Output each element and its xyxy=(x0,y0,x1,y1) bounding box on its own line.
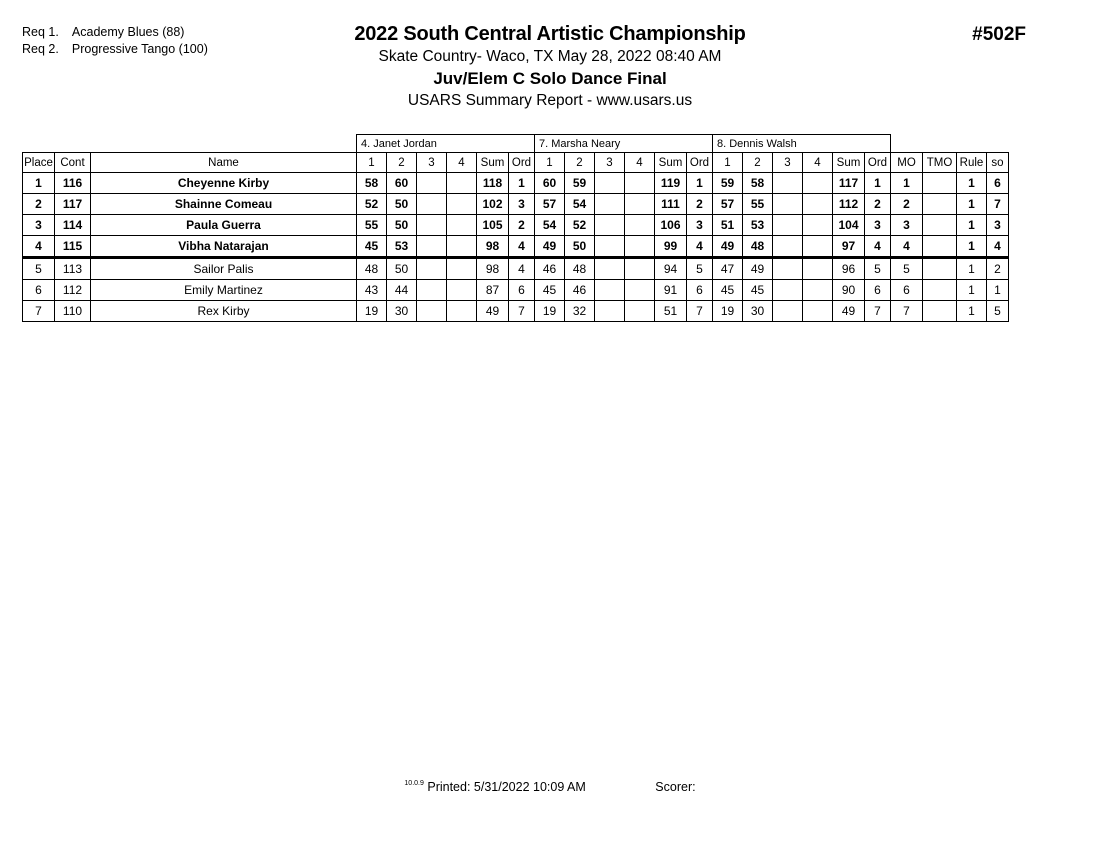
header-j1-sum: Sum xyxy=(477,153,509,173)
requirement-tag: Req xyxy=(22,25,45,39)
cell-place: 5 xyxy=(23,258,55,280)
cell-jA-ord: 2 xyxy=(509,215,535,236)
header-j3-d2: 2 xyxy=(743,153,773,173)
header-j3-d4: 4 xyxy=(803,153,833,173)
cell-jA-sum: 49 xyxy=(477,301,509,322)
cell-so: 1 xyxy=(987,280,1009,301)
cell-jA-s3 xyxy=(417,194,447,215)
cell-mo: 1 xyxy=(891,173,923,194)
cell-jA-s4 xyxy=(447,301,477,322)
cell-jC-sum: 90 xyxy=(833,280,865,301)
cell-jB-s3 xyxy=(595,258,625,280)
table-row xyxy=(23,301,1009,322)
cell-name: Paula Guerra xyxy=(91,215,357,236)
cell-cont: 112 xyxy=(55,280,91,301)
cell-jB-ord: 1 xyxy=(687,173,713,194)
cell-place: 7 xyxy=(23,301,55,322)
header-rule: Rule xyxy=(957,153,987,173)
results-table xyxy=(22,134,1009,322)
requirement-number: 2. xyxy=(48,42,59,56)
cell-jA-sum: 98 xyxy=(477,236,509,258)
judge-label-3: 8. Dennis Walsh xyxy=(713,135,891,153)
table-row xyxy=(23,236,1009,258)
cell-jB-s1: 45 xyxy=(535,280,565,301)
requirement-name: Academy Blues (88) xyxy=(71,25,185,39)
cell-mo: 4 xyxy=(891,236,923,258)
header-mo: MO xyxy=(891,153,923,173)
cell-jA-s2: 50 xyxy=(387,215,417,236)
cell-jC-s3 xyxy=(773,280,803,301)
cell-rule: 1 xyxy=(957,173,987,194)
cell-jA-s3 xyxy=(417,236,447,258)
cell-mo: 5 xyxy=(891,258,923,280)
cell-mo: 3 xyxy=(891,215,923,236)
header-so: so xyxy=(987,153,1009,173)
header-j2-ord: Ord xyxy=(687,153,713,173)
cell-place: 2 xyxy=(23,194,55,215)
cell-jC-s4 xyxy=(803,280,833,301)
cell-jA-s2: 50 xyxy=(387,258,417,280)
cell-jC-ord: 4 xyxy=(865,236,891,258)
cell-jB-sum: 106 xyxy=(655,215,687,236)
header-j2-d3: 3 xyxy=(595,153,625,173)
cell-name: Emily Martinez xyxy=(91,280,357,301)
cell-jC-ord: 1 xyxy=(865,173,891,194)
cell-jB-ord: 5 xyxy=(687,258,713,280)
cell-tmo xyxy=(923,173,957,194)
cell-jA-s3 xyxy=(417,258,447,280)
cell-so: 2 xyxy=(987,258,1009,280)
cell-jA-ord: 1 xyxy=(509,173,535,194)
cell-jA-s3 xyxy=(417,280,447,301)
cell-jB-s3 xyxy=(595,301,625,322)
cell-jB-s4 xyxy=(625,301,655,322)
header-j1-d4: 4 xyxy=(447,153,477,173)
header-name: Name xyxy=(91,153,357,173)
cell-jB-s2: 48 xyxy=(565,258,595,280)
cell-jB-s1: 60 xyxy=(535,173,565,194)
judge-spacer xyxy=(23,135,357,153)
cell-jC-ord: 2 xyxy=(865,194,891,215)
cell-jA-ord: 4 xyxy=(509,236,535,258)
cell-jC-sum: 97 xyxy=(833,236,865,258)
cell-jA-s2: 50 xyxy=(387,194,417,215)
cell-jB-ord: 2 xyxy=(687,194,713,215)
cell-rule: 1 xyxy=(957,194,987,215)
cell-jC-s4 xyxy=(803,215,833,236)
cell-jC-s4 xyxy=(803,236,833,258)
judge-spacer-end xyxy=(891,135,1009,153)
results-table-container xyxy=(22,134,1009,322)
cell-jB-s1: 57 xyxy=(535,194,565,215)
cell-jB-ord: 3 xyxy=(687,215,713,236)
header-cont: Cont xyxy=(55,153,91,173)
cell-jC-s1: 51 xyxy=(713,215,743,236)
cell-jB-s4 xyxy=(625,258,655,280)
scorer-label: Scorer: xyxy=(655,780,696,794)
cell-jB-s3 xyxy=(595,280,625,301)
cell-jA-s4 xyxy=(447,173,477,194)
cell-jC-s4 xyxy=(803,194,833,215)
cell-jB-ord: 7 xyxy=(687,301,713,322)
cell-jB-s1: 19 xyxy=(535,301,565,322)
cell-mo: 2 xyxy=(891,194,923,215)
document-footer xyxy=(0,780,1100,794)
cell-jB-s2: 50 xyxy=(565,236,595,258)
header-tmo: TMO xyxy=(923,153,957,173)
cell-tmo xyxy=(923,301,957,322)
cell-jA-ord: 7 xyxy=(509,301,535,322)
cell-so: 5 xyxy=(987,301,1009,322)
cell-jB-s3 xyxy=(595,215,625,236)
cell-so: 6 xyxy=(987,173,1009,194)
cell-jA-s2: 53 xyxy=(387,236,417,258)
cell-jA-ord: 4 xyxy=(509,258,535,280)
cell-cont: 116 xyxy=(55,173,91,194)
cell-jB-s1: 49 xyxy=(535,236,565,258)
cell-jA-s4 xyxy=(447,280,477,301)
header-j2-d4: 4 xyxy=(625,153,655,173)
cell-cont: 117 xyxy=(55,194,91,215)
cell-jC-ord: 7 xyxy=(865,301,891,322)
cell-jB-s1: 54 xyxy=(535,215,565,236)
cell-jC-s1: 19 xyxy=(713,301,743,322)
cell-jB-s2: 46 xyxy=(565,280,595,301)
cell-jC-s3 xyxy=(773,258,803,280)
cell-jA-s1: 43 xyxy=(357,280,387,301)
cell-jB-s4 xyxy=(625,280,655,301)
cell-so: 3 xyxy=(987,215,1009,236)
cell-jA-sum: 118 xyxy=(477,173,509,194)
cell-jC-s2: 45 xyxy=(743,280,773,301)
cell-jB-s3 xyxy=(595,173,625,194)
cell-jA-sum: 87 xyxy=(477,280,509,301)
cell-place: 1 xyxy=(23,173,55,194)
requirement-tag: Req xyxy=(22,42,45,56)
cell-jC-s1: 49 xyxy=(713,236,743,258)
cell-jB-s3 xyxy=(595,236,625,258)
cell-jA-s1: 52 xyxy=(357,194,387,215)
cell-jC-sum: 117 xyxy=(833,173,865,194)
version-label: 10.0.9 xyxy=(404,780,424,787)
header-j1-d1: 1 xyxy=(357,153,387,173)
cell-jB-sum: 119 xyxy=(655,173,687,194)
cell-jA-sum: 102 xyxy=(477,194,509,215)
cell-tmo xyxy=(923,280,957,301)
header-j3-sum: Sum xyxy=(833,153,865,173)
cell-jB-s2: 32 xyxy=(565,301,595,322)
cell-jB-s4 xyxy=(625,215,655,236)
cell-jA-ord: 6 xyxy=(509,280,535,301)
cell-jA-sum: 105 xyxy=(477,215,509,236)
cell-jB-sum: 99 xyxy=(655,236,687,258)
cell-tmo xyxy=(923,215,957,236)
cell-rule: 1 xyxy=(957,236,987,258)
table-row xyxy=(23,215,1009,236)
cell-jC-sum: 104 xyxy=(833,215,865,236)
cell-jC-s1: 45 xyxy=(713,280,743,301)
cell-tmo xyxy=(923,194,957,215)
cell-jA-s2: 60 xyxy=(387,173,417,194)
cell-jC-s1: 47 xyxy=(713,258,743,280)
event-code: #502F xyxy=(972,24,1026,45)
cell-jC-s2: 55 xyxy=(743,194,773,215)
document-header xyxy=(0,22,1100,112)
cell-jA-sum: 98 xyxy=(477,258,509,280)
cell-jA-s1: 55 xyxy=(357,215,387,236)
cell-jB-s3 xyxy=(595,194,625,215)
cell-jB-s4 xyxy=(625,236,655,258)
cell-jC-s2: 58 xyxy=(743,173,773,194)
cell-jC-sum: 49 xyxy=(833,301,865,322)
cell-rule: 1 xyxy=(957,258,987,280)
table-row xyxy=(23,280,1009,301)
cell-cont: 115 xyxy=(55,236,91,258)
table-row xyxy=(23,173,1009,194)
header-j1-ord: Ord xyxy=(509,153,535,173)
cell-rule: 1 xyxy=(957,280,987,301)
header-place: Place xyxy=(23,153,55,173)
cell-jC-s4 xyxy=(803,258,833,280)
header-j3-ord: Ord xyxy=(865,153,891,173)
cell-jA-s1: 58 xyxy=(357,173,387,194)
cell-jA-s4 xyxy=(447,236,477,258)
cell-jC-s1: 57 xyxy=(713,194,743,215)
cell-jA-s2: 44 xyxy=(387,280,417,301)
cell-jC-sum: 112 xyxy=(833,194,865,215)
requirement-name: Progressive Tango (100) xyxy=(71,42,208,56)
cell-jC-s2: 48 xyxy=(743,236,773,258)
cell-so: 7 xyxy=(987,194,1009,215)
cell-mo: 7 xyxy=(891,301,923,322)
judge-header-row xyxy=(23,135,1009,153)
header-j2-d2: 2 xyxy=(565,153,595,173)
cell-jA-s3 xyxy=(417,215,447,236)
printed-timestamp: Printed: 5/31/2022 10:09 AM xyxy=(427,780,586,794)
cell-jA-s3 xyxy=(417,301,447,322)
cell-jC-s3 xyxy=(773,194,803,215)
cell-jB-sum: 94 xyxy=(655,258,687,280)
cell-mo: 6 xyxy=(891,280,923,301)
header-j3-d3: 3 xyxy=(773,153,803,173)
cell-jC-s4 xyxy=(803,173,833,194)
cell-jB-s2: 54 xyxy=(565,194,595,215)
cell-place: 4 xyxy=(23,236,55,258)
cell-name: Vibha Natarajan xyxy=(91,236,357,258)
cell-place: 3 xyxy=(23,215,55,236)
header-j3-d1: 1 xyxy=(713,153,743,173)
header-j1-d2: 2 xyxy=(387,153,417,173)
cell-jB-sum: 111 xyxy=(655,194,687,215)
cell-tmo xyxy=(923,258,957,280)
cell-jC-ord: 5 xyxy=(865,258,891,280)
cell-jC-s3 xyxy=(773,301,803,322)
venue-line: Skate Country- Waco, TX May 28, 2022 08:40 AM xyxy=(378,48,722,65)
cell-jA-s1: 48 xyxy=(357,258,387,280)
cell-place: 6 xyxy=(23,280,55,301)
table-row xyxy=(23,194,1009,215)
cell-jB-ord: 4 xyxy=(687,236,713,258)
cell-jB-s2: 59 xyxy=(565,173,595,194)
cell-jB-s4 xyxy=(625,173,655,194)
cell-jC-s2: 49 xyxy=(743,258,773,280)
cell-jC-sum: 96 xyxy=(833,258,865,280)
cell-jB-s2: 52 xyxy=(565,215,595,236)
cell-jC-s2: 30 xyxy=(743,301,773,322)
judge-label-1: 4. Janet Jordan xyxy=(357,135,535,153)
cell-jA-s3 xyxy=(417,173,447,194)
cell-jB-sum: 51 xyxy=(655,301,687,322)
cell-jC-s3 xyxy=(773,215,803,236)
cell-jA-s4 xyxy=(447,215,477,236)
cell-name: Rex Kirby xyxy=(91,301,357,322)
cell-rule: 1 xyxy=(957,301,987,322)
header-j1-d3: 3 xyxy=(417,153,447,173)
cell-jA-s4 xyxy=(447,194,477,215)
cell-jA-s1: 19 xyxy=(357,301,387,322)
cell-jC-s2: 53 xyxy=(743,215,773,236)
cell-jB-sum: 91 xyxy=(655,280,687,301)
judge-label-2: 7. Marsha Neary xyxy=(535,135,713,153)
cell-so: 4 xyxy=(987,236,1009,258)
column-header-row xyxy=(23,153,1009,173)
cell-jB-s1: 46 xyxy=(535,258,565,280)
page-title: 2022 South Central Artistic Championship xyxy=(354,23,746,45)
cell-name: Cheyenne Kirby xyxy=(91,173,357,194)
cell-jC-s1: 59 xyxy=(713,173,743,194)
cell-jA-s2: 30 xyxy=(387,301,417,322)
cell-name: Shainne Comeau xyxy=(91,194,357,215)
cell-jC-s3 xyxy=(773,173,803,194)
cell-jA-s4 xyxy=(447,258,477,280)
cell-jC-ord: 3 xyxy=(865,215,891,236)
cell-cont: 113 xyxy=(55,258,91,280)
cell-jC-ord: 6 xyxy=(865,280,891,301)
event-title: Juv/Elem C Solo Dance Final xyxy=(433,69,667,88)
cell-jB-s4 xyxy=(625,194,655,215)
cell-jA-s1: 45 xyxy=(357,236,387,258)
cell-jC-s4 xyxy=(803,301,833,322)
cell-name: Sailor Palis xyxy=(91,258,357,280)
report-subtitle: USARS Summary Report - www.usars.us xyxy=(407,92,693,109)
cell-jA-ord: 3 xyxy=(509,194,535,215)
cell-jB-ord: 6 xyxy=(687,280,713,301)
table-row xyxy=(23,258,1009,280)
cell-cont: 110 xyxy=(55,301,91,322)
cell-tmo xyxy=(923,236,957,258)
cell-cont: 114 xyxy=(55,215,91,236)
cell-jC-s3 xyxy=(773,236,803,258)
cell-rule: 1 xyxy=(957,215,987,236)
requirement-number: 1. xyxy=(48,25,59,39)
header-j2-sum: Sum xyxy=(655,153,687,173)
header-j2-d1: 1 xyxy=(535,153,565,173)
